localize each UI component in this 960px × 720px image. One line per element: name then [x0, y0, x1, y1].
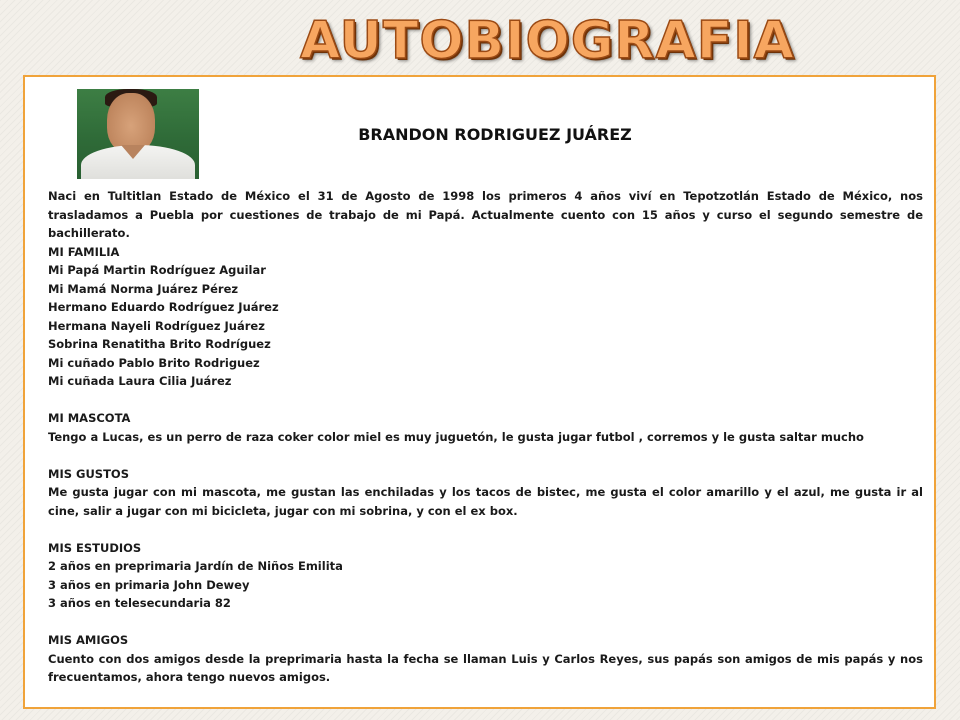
spacer: [48, 613, 923, 632]
person-name: BRANDON RODRIGUEZ JUÁREZ: [358, 125, 632, 144]
intro-paragraph: Naci en Tultitlan Estado de México el 31 de Agosto de 1998 los primeros 4 años viví en Tepotzotlán Estado de México, nos trasladamos a Puebla por cuestiones de trabajo de mi Papá. Actualmente cuento con 15 años y curso el segundo semestre de bachillerato.: [48, 189, 923, 240]
studies-heading: MIS ESTUDIOS: [48, 540, 142, 555]
spacer: [48, 520, 923, 539]
likes-text: Me gusta jugar con mi mascota, me gustan las enchiladas y los tacos de bistec, me gusta el color amarillo y el azul, me gusta ir al cine, salir a jugar con mi bicicleta, jugar con mi sobrina, y con el ex box.: [48, 485, 923, 518]
biography-text: [48, 187, 923, 687]
family-member: Mi cuñada Laura Cilia Juárez: [48, 374, 232, 388]
family-member: Sobrina Renatitha Brito Rodríguez: [48, 337, 271, 351]
study-item: 3 años en telesecundaria 82: [48, 596, 231, 610]
family-member: Mi Papá Martin Rodríguez Aguilar: [48, 263, 266, 277]
spacer: [48, 391, 923, 410]
family-heading: MI FAMILIA: [48, 244, 120, 259]
content-panel: [23, 75, 936, 709]
photo-face: [107, 93, 155, 153]
profile-photo: [77, 89, 199, 179]
family-member: Mi cuñado Pablo Brito Rodriguez: [48, 355, 260, 370]
study-item: 3 años en primaria John Dewey: [48, 577, 250, 592]
family-member: Hermana Nayeli Rodríguez Juárez: [48, 318, 265, 333]
pet-text: Tengo a Lucas, es un perro de raza coker color miel es muy juguetón, le gusta jugar futbol , corremos y le gusta saltar mucho: [48, 429, 864, 444]
pet-heading: MI MASCOTA: [48, 411, 131, 425]
friends-heading: MIS AMIGOS: [48, 633, 129, 647]
study-item: 2 años en preprimaria Jardín de Niños Emilita: [48, 559, 343, 573]
family-member: Mi Mamá Norma Juárez Pérez: [48, 281, 239, 296]
friends-text: Cuento con dos amigos desde la preprimaria hasta la fecha se llaman Luis y Carlos Reyes, sus papás son amigos de mis papás y nos frecuentamos, ahora tengo nuevos amigos.: [48, 651, 923, 684]
family-member: Hermano Eduardo Rodríguez Juárez: [48, 300, 279, 314]
likes-heading: MIS GUSTOS: [48, 466, 129, 481]
slide-title: AUTOBIOGRAFIA: [300, 11, 795, 71]
spacer: [48, 446, 923, 465]
